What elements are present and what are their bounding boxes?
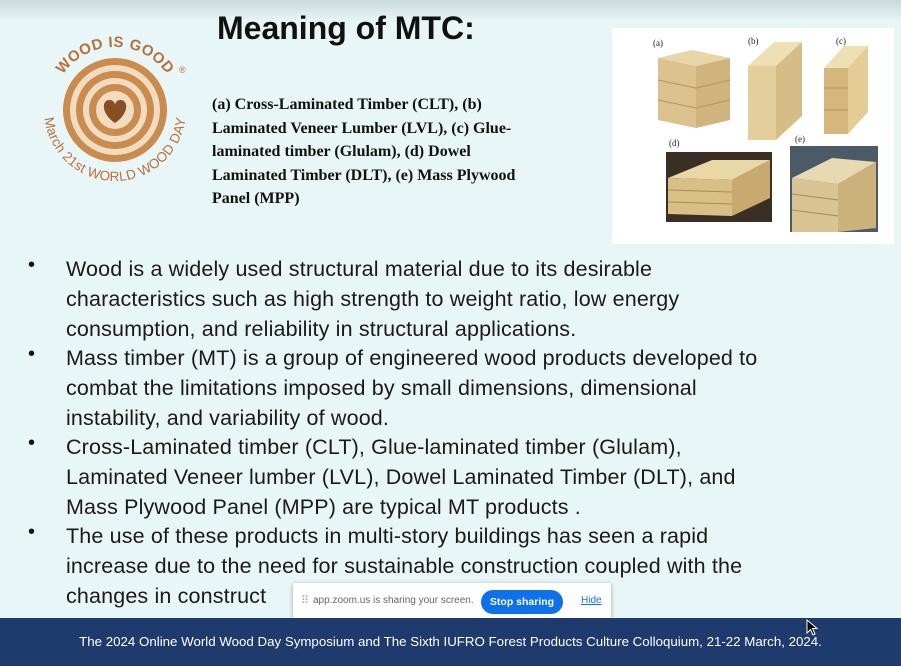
bullet-text: Cross-Laminated timber (CLT), Glue-laminated timber (Glulam), Laminated Veneer lumber (LVL), Dowel Laminated Timber (DLT), and Mass Plywood Panel (MPP) are typical MT products . (66, 435, 736, 519)
sharing-status-text: app.zoom.us is sharing your screen. (313, 595, 474, 606)
mass-timber-products-figure (612, 28, 894, 244)
bullet-marker: • (28, 254, 36, 276)
stop-sharing-button[interactable]: Stop sharing (481, 590, 563, 614)
wood-is-good-logo (30, 25, 200, 195)
slide-footer (0, 618, 901, 666)
mpp-sample-image (790, 146, 878, 232)
bullet-text: Wood is a widely used structural material due to its desirable characteristics such as high strength to weight ratio, low energy consumption, and reliability in structural applications. (66, 257, 680, 341)
zoom-screen-share-bar[interactable] (293, 583, 611, 620)
bullet-marker: • (28, 521, 36, 543)
drag-handle-icon[interactable]: ⠿ (301, 595, 310, 607)
slide-title: Meaning of MTC: (217, 10, 475, 46)
clt-sample-image (658, 50, 730, 128)
figure-label-d: (d) (669, 138, 680, 148)
mtc-definition-text: (a) Cross-Laminated Timber (CLT), (b) Laminated Veneer Lumber (LVL), (c) Glue- laminated timber (Glulam), (d) Dowel Laminated Timber (DLT), (e) Mass Plywood Panel (MPP) (212, 96, 516, 207)
lvl-sample-image (748, 42, 802, 140)
footer-text: The 2024 Online World Wood Day Symposium and The Sixth IUFRO Forest Products Culture Colloquium, 21-22 March, 2024. (79, 634, 822, 649)
dlt-sample-image (666, 152, 772, 222)
figure-label-a: (a) (653, 38, 663, 48)
hide-link[interactable]: Hide (581, 595, 602, 606)
bullet-text: Mass timber (MT) is a group of engineered wood products developed to combat the limitations imposed by small dimensions, dimensional instability, and variability of wood. (66, 346, 758, 430)
figure-label-b: (b) (748, 36, 759, 46)
figure-label-e: (e) (795, 134, 805, 144)
logo-ring-top-text: WOOD IS GOOD (52, 33, 178, 78)
timber-samples-illustration (612, 28, 894, 244)
bullet-marker: • (28, 432, 36, 454)
bullet-text: The use of these products in multi-story buildings has seen a rapid increase due to the need for sustainable construction coupled with the changes in construct (66, 524, 743, 608)
figure-label-c: (c) (836, 36, 846, 46)
registered-mark: ® (179, 65, 186, 75)
glulam-sample-image (824, 46, 868, 134)
logo-ring-bottom-text: March 21st WORLD WOOD DAY (41, 115, 189, 185)
mouse-cursor-icon (806, 619, 820, 637)
bullet-marker: • (28, 343, 36, 365)
